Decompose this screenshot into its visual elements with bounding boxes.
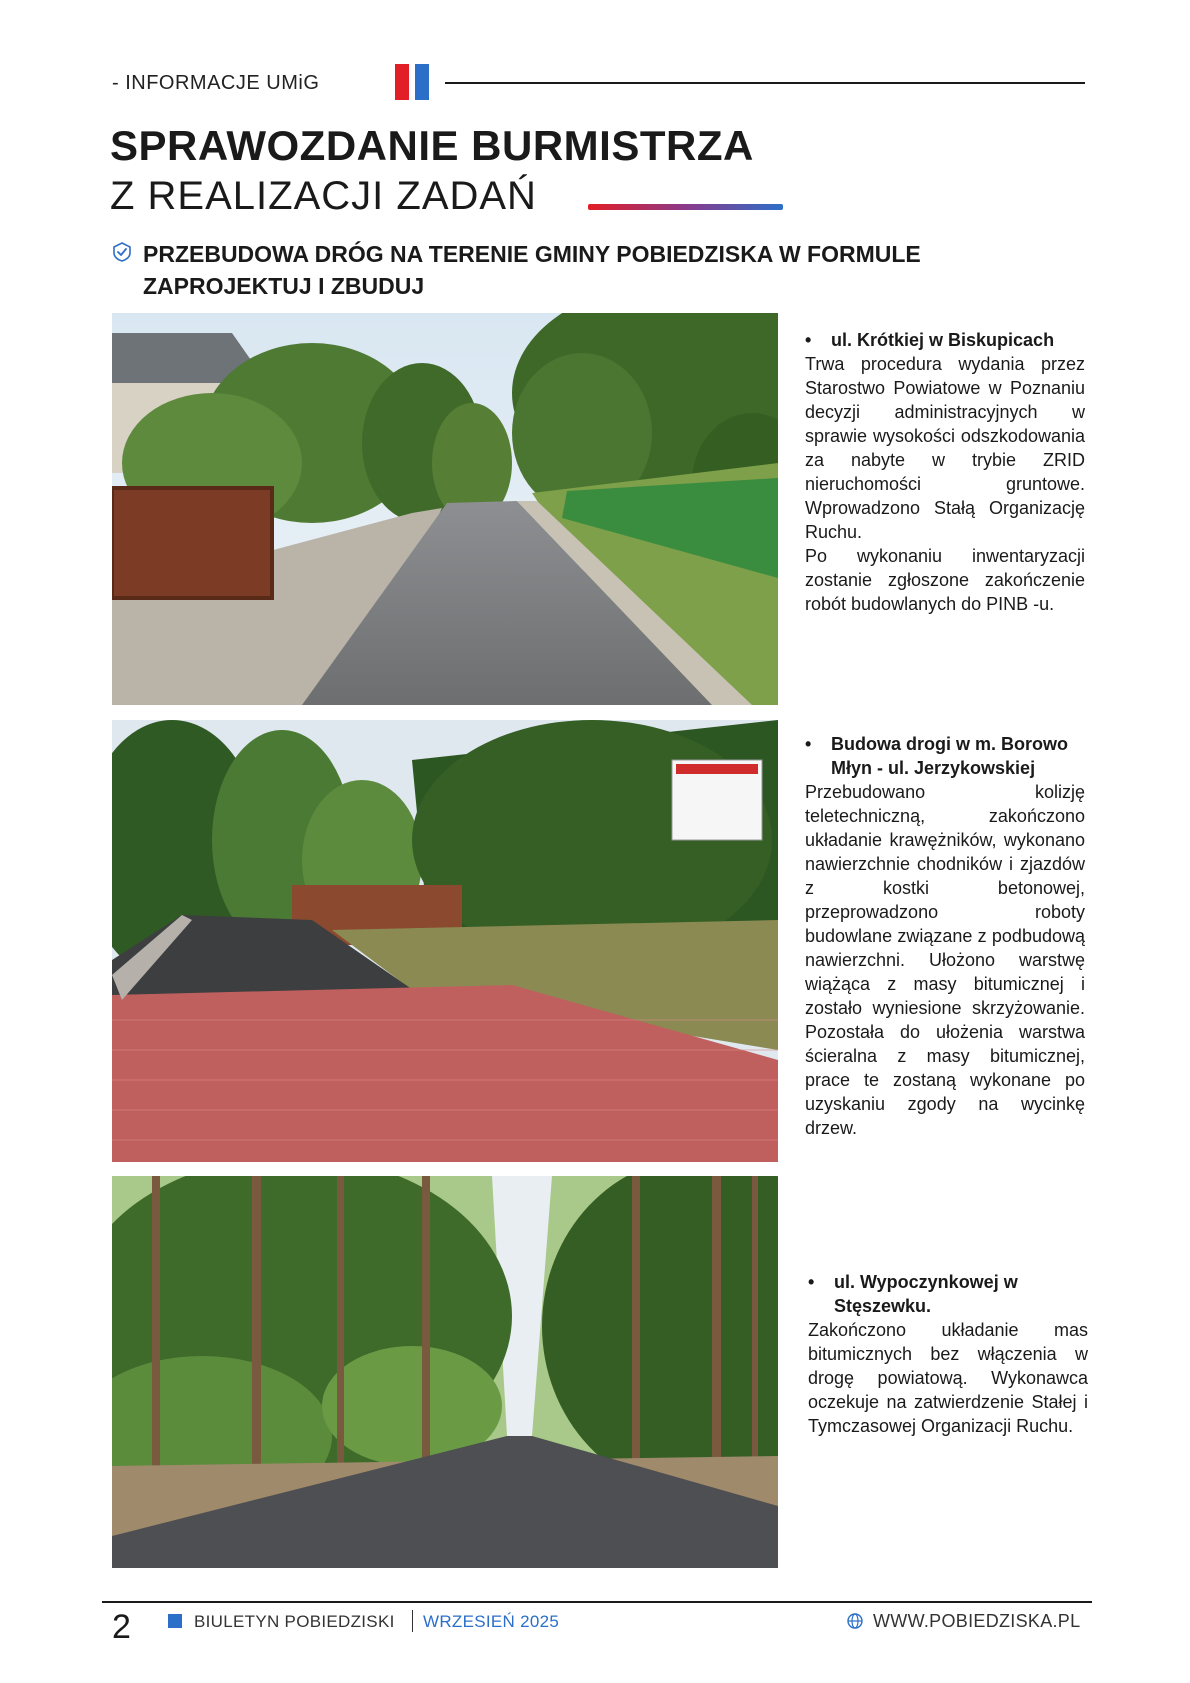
list-item <box>805 328 1085 616</box>
bullet-icon: • <box>805 330 812 350</box>
issue-date: WRZESIEŃ 2025 <box>423 1612 560 1631</box>
header-divider <box>445 82 1085 84</box>
photo-borowo-mlyn-road <box>112 720 778 1162</box>
item-body-continued: Po wykonaniu inwentaryzacji zostanie zgłoszone zakończenie robót budowlanych do PINB -u. <box>805 546 1085 614</box>
page-subtitle: Z REALIZACJI ZADAŃ <box>110 174 537 218</box>
photo-wypoczynkowa-forest-road <box>112 1176 778 1568</box>
item-body: Zakończono układanie mas bitumicznych bez włączenia w drogę powiatową. Wykonawca oczekuje na zatwierdzenie Stałej i Tymczasowej Organizacji Ruchu. <box>808 1320 1088 1436</box>
square-icon <box>168 1614 182 1628</box>
flag-icon <box>395 64 431 100</box>
item-title-row <box>805 328 1085 352</box>
footer-separator <box>412 1610 413 1632</box>
item-title: ul. Wypoczynkowej w Stęszewku. <box>834 1272 1018 1316</box>
photo-krotka-street <box>112 313 778 705</box>
publication-name: BIULETYN POBIEDZISKI <box>194 1612 395 1631</box>
footer-divider <box>102 1601 1092 1603</box>
item-title-row <box>805 732 1085 780</box>
section-label: - INFORMACJE UMiG <box>112 72 320 94</box>
bullet-icon: • <box>808 1272 815 1292</box>
bullet-icon: • <box>805 734 812 754</box>
website-link[interactable]: WWW.POBIEDZISKA.PL <box>873 1611 1081 1631</box>
check-shield-icon <box>112 242 132 262</box>
globe-icon <box>847 1613 863 1629</box>
item-body: Trwa procedura wydania przez Starostwo Powiatowe w Poznaniu decyzji administracyjnych w sprawie wysokości odszkodowania za nabyte w trybie ZRID nieruchomości gruntowe. Wprowadzono Stałą Organizację Ruchu. <box>805 354 1085 542</box>
item-body: Przebudowano kolizję teletechniczną, zakończono układanie krawężników, wykonano nawierzchnie chodników i zjazdów z kostki betonowej, przeprowadzono roboty budowlane związane z podbudową nawierzchni. Ułożono warstwę wiążąca z masy bitumicznej i zostało wyniesione skrzyżowanie. Pozostała do ułożenia warstwa ścieralna z masy bitumicznej, prace te zostaną wykonane po uzyskaniu zgody na wycinkę drzew. <box>805 782 1085 1138</box>
item-title: Budowa drogi w m. Borowo Młyn - ul. Jerzykowskiej <box>831 734 1068 778</box>
item-title-row <box>808 1270 1088 1318</box>
list-item <box>805 732 1085 1140</box>
title-accent-line <box>588 204 783 210</box>
page-number: 2 <box>112 1608 131 1646</box>
page-title: SPRAWOZDANIE BURMISTRZA <box>110 122 754 169</box>
list-item <box>808 1270 1088 1438</box>
section-heading: PRZEBUDOWA DRÓG NA TERENIE GMINY POBIEDZISKA W FORMULE ZAPROJEKTUJ I ZBUDUJ <box>143 241 921 299</box>
item-title: ul. Krótkiej w Biskupicach <box>831 330 1055 350</box>
